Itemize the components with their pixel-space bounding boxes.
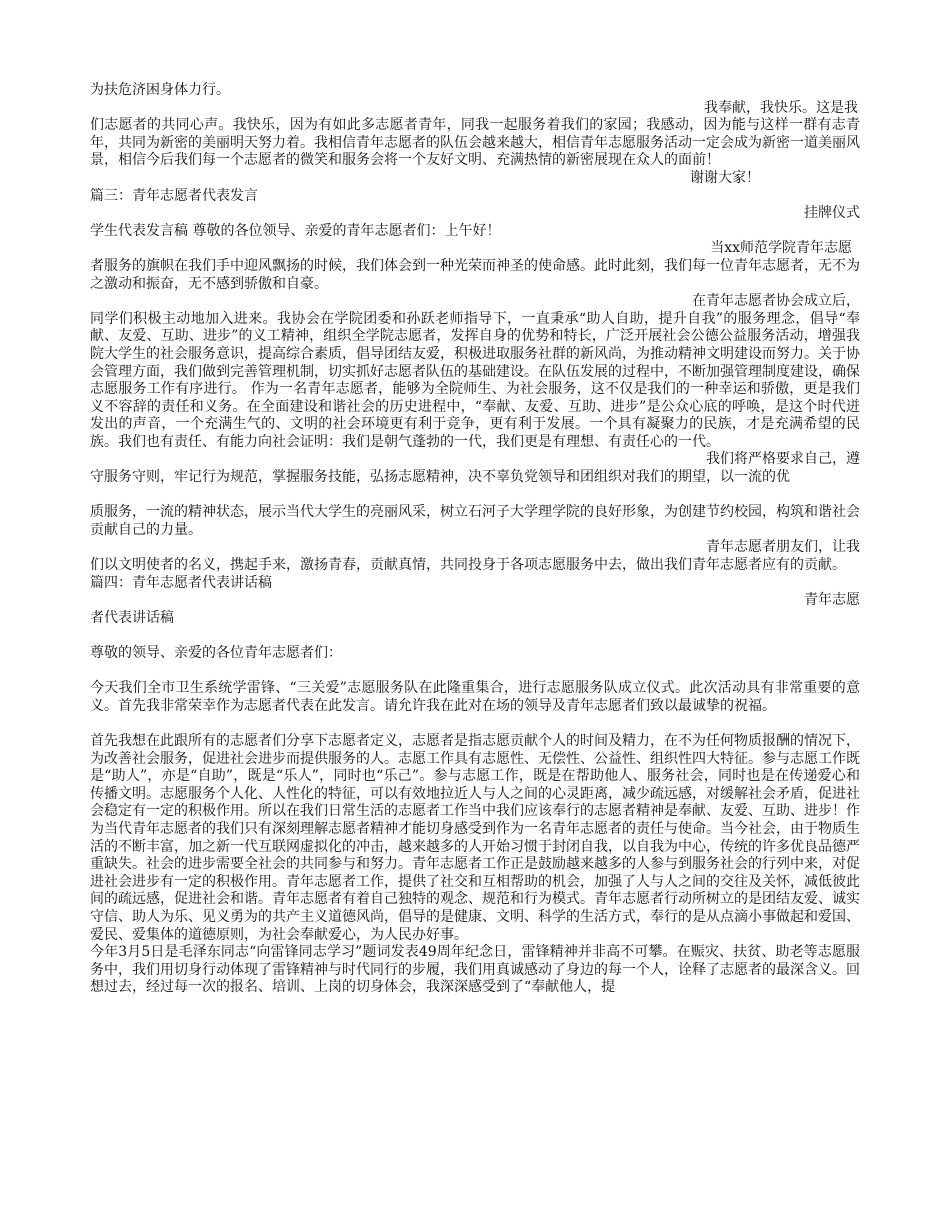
paragraph-right-fragment: 我奉献，我快乐。这是我 [704, 99, 858, 116]
paragraph: 者服务的旗帜在我们手中迎风飘扬的时候，我们体会到一种光荣而神圣的使命感。此时此刻，我们每一位青年志愿者，无不为之激动和振奋，无不感到骄傲和自豪。 [90, 257, 860, 292]
paragraph: 同学们积极主动地加入进来。我协会在学院团委和孙跃老师指导下，一直秉承“助人自助，提升自我”的服务理念，倡导“奉献、友爱、互助、进步”的义工精神，组织全学院志愿者，发挥自身的优势和特长，广泛开展社会公德公益服务活动，增强我院大学生的社会服务意识，提高综合素质，倡导团结友爱，积极进取服务社群的新风尚，为推动精神文明建设而努力。关于协会管理方面，我们做到完善管理机制，切实抓好志愿者队伍的基础建设。在队伍发展的过程中，不断加强管理制度建设，确保志愿服务工作有序进行。 作为一名青年志愿者，能够为全院师生、为社会服务，这不仅是我们的一种幸运和骄傲，更是我们义不容辞的责任和义务。在全面建设和谐社会的历史进程中，“奉献、友爱、互助、进步”是公众心底的呼唤，是这个时代迸发出的声音，一个充满生气的、文明的社会环境更有利于竞争，更有利于发展。一个具有凝聚力的民族，才是充满希望的民族。我们也有责任、有能力向社会证明：我们是朝气蓬勃的一代，我们更是有理想、有责任心的一代。 [90, 310, 860, 450]
paragraph: 学生代表发言稿 尊敬的各位领导、亲爱的青年志愿者们：上午好！ [90, 222, 501, 239]
paragraph: 们以文明使者的名义，携起手来，激扬青春，贡献真情，共同投身于各项志愿服务中去，做出我们青年志愿者应有的贡献。 [90, 557, 846, 574]
paragraph: 首先我想在此跟所有的志愿者们分享下志愿者定义，志愿者是指志愿贡献个人的时间及精力，在不为任何物质报酬的情况下，为改善社会服务，促进社会进步而提供服务的人。志愿工作具有志愿性、无偿性、公益性、组织性四大特征。参与志愿工作既是“助人”，亦是“自助”，既是“乐人”，同时也“乐己”。参与志愿工作，既是在帮助他人、服务社会，同时也是在传递爱心和传播文明。志愿服务个人化、人性化的特征，可以有效地拉近人与人之间的心灵距离，减少疏远感，对缓解社会矛盾，促进社会稳定有一定的积极作用。所以在我们日常生活的志愿者工作当中我们应该奉行的志愿者精神是奉献、友爱、互助、进步！作为当代青年志愿者的我们只有深刻理解志愿者精神才能切身感受到作为一名青年志愿者的责任与使命。当今社会，由于物质生活的不断丰富，加之新一代互联网虚拟化的冲击，越来越多的人开始习惯于封闭自我，以自我为中心，传统的许多优良品德严重缺失。社会的进步需要全社会的共同参与和努力。青年志愿者工作正是鼓励越来越多的人参与到服务社会的行列中来，对促进社会进步有一定的积极作用。青年志愿者工作，提供了社交和互相帮助的机会，加强了人与人之间的交往及关怀，减低彼此间的疏远感，促进社会和谐。青年志愿者有着自己独特的观念、规范和行为模式。青年志愿者行动所树立的是团结友爱、诚实守信、助人为乐、见义勇为的共产主义道德风尚，倡导的是健康、文明、科学的生活方式，奉行的是从点滴小事做起和爱国、爱民、爱集体的道德原则，为社会奉献爱心，为人民办好事。 [90, 732, 860, 943]
spacer [90, 487, 860, 505]
salutation: 尊敬的领导、亲爱的各位青年志愿者们： [90, 645, 342, 661]
closing-thanks: 谢谢大家！ [690, 169, 760, 186]
heading-fragment: 挂牌仪式 [804, 205, 860, 222]
paragraph: 质服务，一流的精神状态，展示当代大学生的亮丽风采，树立石河子大学理学院的良好形象，为创建节约校园，构筑和谐社会贡献自己的力量。 [90, 504, 860, 538]
paragraph: 们志愿者的共同心声。我快乐，因为有如此多志愿者青年，同我一起服务着我们的家园；我感动，因为能与这样一群有志青年，共同为新密的美丽明天努力着。我相信青年志愿者的队伍会越来越大，相信青年志愿服务活动一定会成为新密一道美丽风景，相信今后我们每一个志愿者的微笑和服务会将一个友好文明、充满热情的新密展现在众人的面前！ [90, 117, 860, 169]
heading-fragment: 青年志愿 [804, 592, 860, 609]
paragraph: 为扶危济困身体力行。 [90, 82, 230, 98]
paragraph-right-fragment: 我们将严格要求自己，遵 [706, 451, 860, 468]
spacer [90, 627, 860, 645]
paragraph: 今天我们全市卫生系统学雷锋、“三关爱”志愿服务队在此隆重集合，进行志愿服务队成立仪式。此次活动具有非常重要的意义。首先我非常荣幸作为志愿者代表在此发言。请允许我在此对在场的领导及青年志愿者们致以最诚挚的祝福。 [90, 680, 860, 714]
paragraph: 今年3月5日是毛泽东同志“向雷锋同志学习”题词发表49周年纪念日，雷锋精神并非高不可攀。在赈灾、扶贫、助老等志愿服务中，我们用切身行动体现了雷锋精神与时代同行的步履，我们用真诚感动了身边的每一个人，诠释了志愿者的最深含义。回想过去，经过每一次的报名、培训、上岗的切身体会，我深深感受到了“奉献他人，提 [90, 944, 860, 996]
paragraph-right-fragment: 青年志愿者朋友们，让我 [706, 539, 860, 556]
section-heading: 篇三：青年志愿者代表发言 [90, 187, 258, 204]
section-heading: 篇四：青年志愿者代表讲话稿 [90, 574, 272, 591]
spacer [90, 715, 860, 733]
document-page [90, 82, 860, 997]
spacer [90, 663, 860, 681]
heading-continuation: 者代表讲话稿 [90, 609, 174, 626]
paragraph-right-fragment: 当xx师范学院青年志愿 [710, 240, 852, 257]
paragraph-right-fragment: 在青年志愿者协会成立后， [692, 293, 860, 310]
paragraph: 守服务守则，牢记行为规范，掌握服务技能，弘扬志愿精神，决不辜负党领导和团组织对我们的期望，以一流的优 [90, 469, 790, 486]
